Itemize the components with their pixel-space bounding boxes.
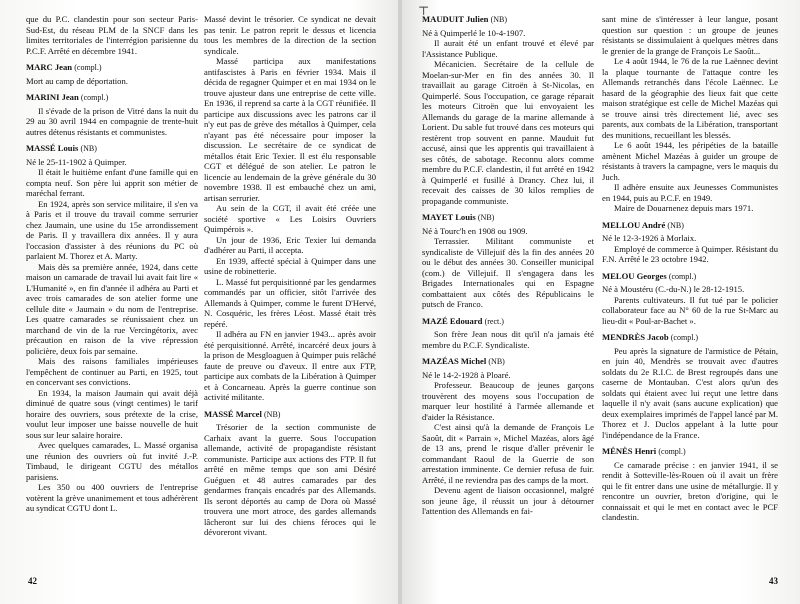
entry (26, 62, 198, 86)
entry-paragraph: Maire de Douarnenez depuis mars 1971. (614, 203, 754, 213)
entry-name: MAZÉ Edouard (422, 315, 483, 326)
entry-paragraph: Mais dès sa première année, 1924, dans cette maison un camarade de travail lui avait fait lire « L'Humanité », en fin d'année il adhéra au Parti et avec trois camarades de son atelier forme une cellule dite « Jaumain » du nom de l'entreprise. Les quatre camarades se réunissaient chez un marchand de vin de la rue Vercingétorix, avec précaution en raison de la vive répression policière, deux fois par semaine. (26, 261, 198, 356)
entry-paragraph: En 1939, affecté spécial à Quimper dans une usine de robinetterie. (204, 255, 376, 276)
entry-paragraph: En 1924, après son service militaire, il s'en va à Paris et il trouve du travail comme serrurier chez Jaumain, une usine du 15e arrondissement de Paris. Il y travaillera dix années. Il y aura l'occasion d'assister à des réunions du PC où parlaient M. Thorez et A. Marty. (26, 198, 198, 261)
entry (602, 446, 778, 523)
entry-paragraph: Il adhéra au FN en janvier 1943... après avoir été perquisitionné. Arrêté, incarcéré deux jours à la prison de Mesgloaguen à Quimper puis relâché faute de preuve ou d'aveux. Il entre aux FTP, participe aux combats de la Libération à Quimper et à Concarneau. Après la guerre continue son activité militante. (204, 329, 376, 402)
entry-tag: (rect.) (484, 316, 504, 326)
entry-heading (422, 14, 594, 26)
entry-paragraph: Au sein de la CGT, il avait été créée une société sportive « Les Loisirs Ouvriers Quimpérois ». (204, 203, 376, 234)
entry-name: MÉNÈS Henri (602, 446, 657, 456)
entry-heading (602, 332, 778, 344)
entry-heading (26, 92, 198, 104)
entry-paragraph: L. Massé fut perquisitionné par les gendarmes commandés par un officier, sitôt l'arrivée des Allemands à Quimper, comme le furent D'Hervé, N. Cosquéric, les frères Léost. Massé était très repéré. (204, 276, 376, 329)
book-gutter (398, 0, 402, 604)
entry (26, 143, 198, 514)
entry-paragraph: En 1934, la maison Jaumain qui avait déjà diminué de quatre sous (vingt centimes) le tarif horaire des ouvriers, sous prétexte de la crise, voulut leur imposer une baisse nouvelle de huit sous sur leur salaire horaire. (26, 387, 198, 440)
column-2 (204, 14, 376, 544)
entry-paragraph: C'est ainsi qu'à la demande de François Le Saoût, dit « Parrain », Michel Mazéas, alors âgé de 13 ans, prend le risque d'aller prévenir le commandant Raoul de la Guerrie de son arrestation imminente. Ce dernier refusa de fuir. Arrêté, il ne reviendra pas des camps de la mort. (422, 422, 594, 485)
entry-paragraph: Il adhère ensuite aux Jeunesses Communistes en 1944, puis au P.C.F. en 1949. (602, 182, 778, 203)
entry-heading (422, 212, 594, 224)
entry-paragraph: Devenu agent de liaison occasionnel, malgré son jeune âge, il réussit un jour à détourner l'attention des Allemands en fai- (422, 485, 594, 516)
entry-heading (602, 271, 778, 283)
column-3 (422, 14, 594, 584)
entry (422, 316, 594, 351)
entry-name: MELOU Georges (602, 270, 667, 281)
entry-birth: Né le 12-3-1926 à Morlaix. (602, 233, 697, 243)
entry-heading (204, 409, 376, 421)
entry-heading (602, 220, 778, 232)
entry-name: MENDRÈS Jacob (602, 332, 669, 342)
entry-tag: (compl.) (668, 271, 697, 281)
entry-heading (26, 143, 198, 155)
entry (204, 409, 376, 538)
entry-tag: (NB) (488, 357, 505, 366)
continuation-text: que du P.C. clandestin pour son secteur Paris-Sud-Est, du réseau PLM de la SNCF dans les limites territoriales de l'interrégion parisienne du P.C.F. Arrêté en décembre 1941. (26, 14, 198, 56)
continuation-text: Massé devint le trésorier. Ce syndicat ne devait pas tenir. Le patron reprit le dessus et licencia tous les membres de la direction de la section syndicale. (204, 14, 376, 56)
entry-paragraph: Le 4 août 1944, le 76 de la rue Laënnec devint la plaque tournante de l'attaque contre les Allemands retranchés dans l'école Laënnec. Le hasard de la géographie des lieux fait que cette maison stratégique est celle de Michel Mazéas qui se trouve ainsi très directement lié, avec ses parents, aux combats de la Libération, transportant des munitions, recueillant les blessés. (602, 56, 778, 140)
entry-name: MARC Jean (26, 62, 73, 72)
entry-paragraph: Avec quelques camarades, L. Massé organisa une réunion des ouvriers où fut invité J.-P. Timbaud, le dirigeant CGTU des métallos parisiens. (26, 440, 198, 482)
entry-paragraph: Employé de commerce à Quimper. Résistant du F.N. Arrêté le 23 octobre 1942. (602, 243, 778, 264)
entry-birth: Né à Moustéru (C.-du-N.) le 28-12-1915. (602, 284, 745, 294)
entry-birth: Né à Quimperlé le 10-4-1907. (422, 27, 526, 38)
entry-tag: (compl.) (670, 333, 699, 342)
entry-paragraph: Mort au camp de déportation. (26, 75, 128, 86)
entry (602, 271, 778, 327)
entry-paragraph: Terrassier. Militant communiste et syndicaliste de Villejuif dès la fin des années 20 ou le début des années 30. Conseiller municipal (com.) de Villejuif. Il s'engagera dans les Brigades Internationales qui en Espagne combattaient aux côtés des Républicains le putsch de Franco. (422, 236, 594, 309)
entry-tag: (NB) (264, 409, 281, 419)
entry-paragraph: Peu après la signature de l'armistice de Pétain, en juin 40, Mendrès se trouvait avec d'autres soldats du 2e R.I.C. de Brest regroupés dans une caserne de Montauban. C'est alors qu'un des soldats qui étaient avec lui reçut une lettre dans laquelle il n'y avait (sans aucune explication) que deux exemplaires imprimés de l'appel lancé par M. Thorez et J. Duclos appelant à la lutte pour l'indépendance de la France. (602, 345, 778, 440)
entry-birth: Né le 25-11-1902 à Quimper. (26, 156, 127, 167)
entry-name: MASSÉ Louis (26, 143, 79, 153)
entry-name: MASSÉ Marcel (204, 408, 262, 419)
entry-paragraph: Professeur. Beaucoup de jeunes garçons trouvèrent des moyens sous l'occupation de marquer leur hostilité à l'armée allemande et d'aider la Résistance. (422, 380, 594, 422)
entry-heading (422, 356, 594, 368)
column-1 (26, 14, 198, 534)
entry-heading (26, 62, 198, 74)
entry-tag: (NB) (477, 213, 495, 222)
entry-paragraph: Il était le huitième enfant d'une famille qui en compta neuf. Son père lui apprit son métier de maréchal ferrant. (26, 167, 198, 198)
entry-paragraph: Parents cultivateurs. Il fut tué par le policier collaborateur face au N° 60 de la rue St-Marc au lieu-dit « Poul-ar-Bachet ». (602, 294, 778, 326)
entry-paragraph: Un jour de 1936, Eric Texier lui demanda d'adhérer au Parti, il accepta. (204, 234, 376, 255)
entry (422, 212, 594, 310)
entry-paragraph: Mécanicien. Secrétaire de la cellule de Moelan-sur-Mer en fin des années 30. Il travaillait au garage Citroën à St-Nicolas, en Quimperlé. Sous l'occupation, ce garage réparait les moteurs Citroën que lui envoyaient les Allemands du garage de la marine allemande à Lorient. Du sable fut trouvé dans ces moteurs qui restèrent trop souvent en panne. Mauduit fut accusé, ainsi que les apprentis qui travaillaient à ses côtés, de sabotage. Reconnu alors comme membre du P.C.F. clandestin, il fut arrêté en 1942 à Quimperlé et fusillé à Drancy. Chez lui, il recevait des caisses de 30 kilos remplies de propagande communiste. (422, 59, 594, 206)
gutter-mark: ⊤ (418, 4, 430, 18)
entry-paragraph: Il s'évade de la prison de Vitré dans la nuit du 29 au 30 avril 1944 en compagnie de trente-huit autres détenus résistants et communistes. (26, 105, 198, 137)
entry-paragraph: Il aurait été un enfant trouvé et élevé par l'Assistance Publique. (422, 38, 594, 59)
entry-heading (602, 446, 778, 458)
entry-paragraph: Mais des raisons familiales impérieuses l'empêchent de continuer au Parti, en 1925, tout en concervant ses convictions. (26, 356, 198, 387)
entry-tag: (NB) (667, 220, 684, 230)
entry-name: MAZÉAS Michel (422, 356, 487, 366)
entry-tag: (NB) (80, 144, 97, 153)
entry (602, 332, 778, 440)
entry-paragraph: Le 6 août 1944, les péripéties de la bataille amènent Michel Mazéas à guider un groupe de résistants à travers la campagne, vers le maquis du Juch. (602, 140, 778, 182)
entry-name: MARINI Jean (26, 92, 79, 102)
entry-tag: (compl.) (74, 63, 102, 72)
entry-paragraph: Trésorier de la section communiste de Carhaix avant la guerre. Sous l'occupation allemande, activité de propagandiste résistant communiste. Participe aux actions des FTP. Il fut arrêté en même temps que son ami Désiré Guéguen et 48 autres camarades par des gendarmes français encadrés par des Allemands. Ils seront déportés au camp de Dora où Massé trouvera une mort atroce, des gardes allemands lâcheront sur lui des chiens féroces qui le dévoreront vivant. (204, 422, 376, 537)
entry-tag: (compl.) (658, 447, 686, 456)
entry-tag: (NB) (490, 15, 508, 24)
entry (602, 220, 778, 265)
entry-birth: Né le 14-2-1928 à Ploaré. (422, 369, 511, 380)
entry-paragraph: Les 350 ou 400 ouvriers de l'entreprise votèrent la grève unanimement et tous adhérèrent au syndicat CGTU dont L. (26, 482, 198, 513)
entry-heading (422, 316, 594, 328)
column-4 (602, 14, 778, 570)
entry-birth: Né à Tourc'h en 1908 ou 1909. (422, 225, 528, 236)
entry-tag: (compl.) (80, 93, 109, 102)
entry-name: MAUDUIT Julien (422, 14, 489, 24)
entry-paragraph: Son frère Jean nous dit qu'il n'a jamais été membre du P.C.F. Syndicaliste. (422, 329, 594, 350)
entry (26, 92, 198, 137)
entry-paragraph: Ce camarade précise : en janvier 1941, il se rendit à Sotteville-lès-Rouen où il avait un frère qui le fit entrer dans une usine de métallurgie. Il y rencontre un ouvrier, breton d'origine, qui le connaissait et qui le met en contact avec le PCF clandestin. (602, 459, 778, 522)
entry-name: MAYET Louis (422, 212, 476, 222)
entry (422, 356, 594, 517)
entry (422, 14, 594, 206)
continuation-text: sant mine de s'intéresser à leur langue, posant question sur question : un groupe de jeunes résistants se dissimulaient à quelques mètres dans le grenier de la grange de François Le Saoût... (602, 14, 778, 56)
page-number-right: 43 (769, 576, 778, 586)
entry-paragraph: Massé participa aux manifestations antifascistes à Paris en février 1934. Mais il décida de regagner Quimper et en mai 1934 on le trouve ajusteur dans une entreprise de cette ville. En 1936, il reprend sa carte à la CGT réunifiée. Il participe aux discussions avec les patrons car il n'y eut pas de grève des métallos à Quimper, cela n'ayant pas été nécessaire pour imposer la discussion. Le secrétaire de ce syndicat de métallos était Eric Texier. Il est élu responsable CGT et délégué de son atelier. Le patron le licencie au lendemain de la grève générale du 30 novembre 1938. Il est embauché chez un ami, artisan serrurier. (204, 56, 376, 203)
page-number-left: 42 (28, 576, 37, 586)
entry-name: MELLOU André (602, 219, 666, 230)
